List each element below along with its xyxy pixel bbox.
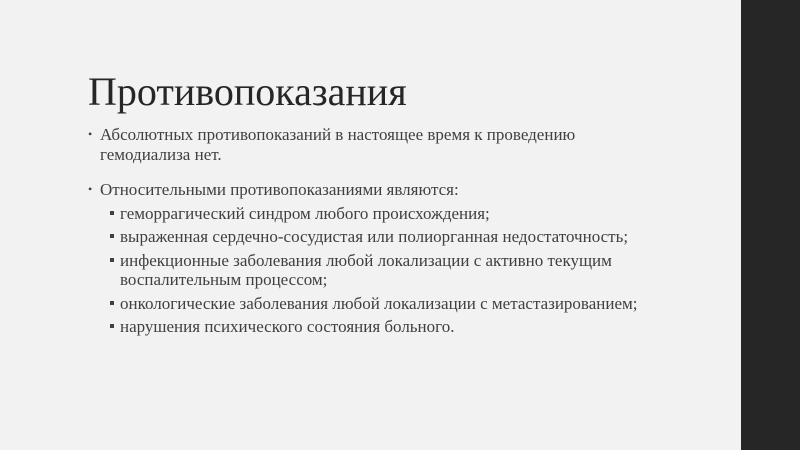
list-item-text: геморрагический синдром любого происхождения;	[120, 203, 490, 223]
slide-title: Противопоказания	[88, 69, 407, 114]
list-item	[88, 251, 648, 290]
slide-content	[88, 125, 648, 337]
list-item	[88, 317, 648, 337]
square-bullet-icon	[110, 301, 114, 305]
bullet-dot-icon: •	[88, 127, 93, 141]
square-bullet-icon	[110, 211, 114, 215]
square-bullet-icon	[110, 234, 114, 238]
bullet-relative-contraindications	[88, 180, 648, 200]
bullet-dot-icon: •	[88, 182, 93, 196]
list-item-text: онкологические заболевания любой локализации с метастазированием;	[120, 293, 638, 313]
list-item-text: инфекционные заболевания любой локализации с активно текущим воспалительным процессом;	[120, 250, 612, 289]
list-item-text: нарушения психического состояния больного.	[120, 317, 455, 336]
bullet-text: Относительными противопоказаниями являются:	[100, 180, 459, 199]
sub-list	[88, 204, 648, 337]
list-item	[88, 204, 648, 224]
bullet-absolute-contraindications	[88, 125, 648, 164]
bullet-text: Абсолютных противопоказаний в настоящее время к проведению гемодиализа нет.	[100, 125, 576, 164]
list-item	[88, 294, 648, 314]
square-bullet-icon	[110, 258, 114, 262]
square-bullet-icon	[110, 324, 114, 328]
list-item-text: выраженная сердечно-сосудистая или полиорганная недостаточность;	[120, 227, 629, 246]
side-accent-bar	[741, 0, 800, 450]
list-item	[88, 227, 648, 247]
